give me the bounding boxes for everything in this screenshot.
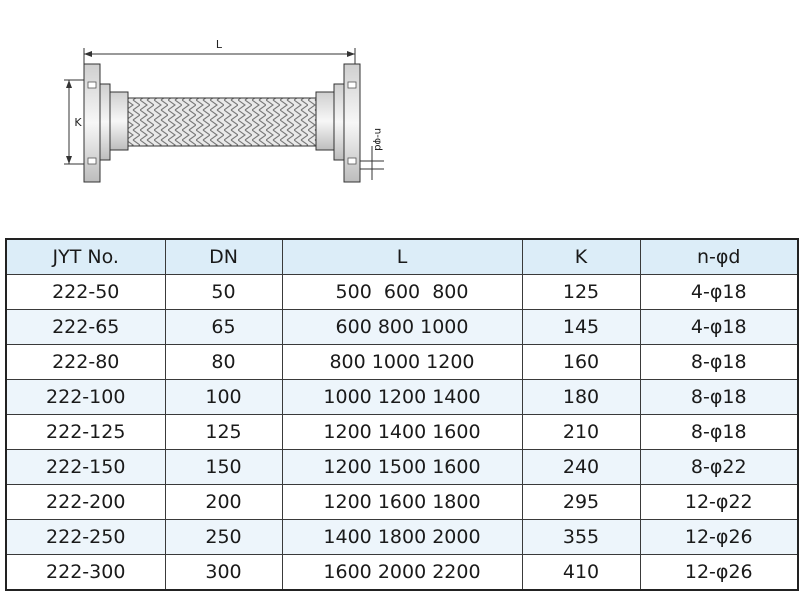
cell-k: 240	[522, 450, 640, 485]
header-nd: n-φd	[640, 239, 798, 275]
cell-jyt-no: 222-80	[6, 345, 165, 380]
cell-k: 355	[522, 520, 640, 555]
cell-jyt-no: 222-65	[6, 310, 165, 345]
label-nd: n-φd	[372, 128, 383, 151]
table-row	[6, 310, 798, 345]
header-l: L	[282, 239, 522, 275]
label-k: K	[74, 116, 82, 129]
cell-l: 1200 1600 1800	[282, 485, 522, 520]
header-dn: DN	[165, 239, 282, 275]
cell-jyt-no: 222-250	[6, 520, 165, 555]
cell-dn: 200	[165, 485, 282, 520]
right-flange	[334, 64, 360, 182]
cell-l: 1200 1400 1600	[282, 415, 522, 450]
cell-dn: 300	[165, 555, 282, 591]
cell-nd: 4-φ18	[640, 310, 798, 345]
cell-l: 1000 1200 1400	[282, 380, 522, 415]
cell-jyt-no: 222-50	[6, 275, 165, 310]
left-collar	[110, 92, 128, 150]
braided-hose	[128, 98, 316, 146]
hose-assembly-drawing	[0, 0, 420, 215]
header-jyt-no: JYT No.	[6, 239, 165, 275]
cell-l: 600 800 1000	[282, 310, 522, 345]
table-row	[6, 415, 798, 450]
cell-dn: 100	[165, 380, 282, 415]
cell-dn: 150	[165, 450, 282, 485]
cell-jyt-no: 222-300	[6, 555, 165, 591]
cell-nd: 12-φ26	[640, 555, 798, 591]
cell-k: 210	[522, 415, 640, 450]
dimension-l	[84, 38, 355, 68]
cell-k: 295	[522, 485, 640, 520]
table-row	[6, 450, 798, 485]
cell-nd: 8-φ18	[640, 415, 798, 450]
cell-jyt-no: 222-200	[6, 485, 165, 520]
cell-nd: 4-φ18	[640, 275, 798, 310]
table-row	[6, 380, 798, 415]
cell-jyt-no: 222-150	[6, 450, 165, 485]
cell-k: 410	[522, 555, 640, 591]
cell-l: 1600 2000 2200	[282, 555, 522, 591]
cell-l: 500 600 800	[282, 275, 522, 310]
table-row	[6, 345, 798, 380]
cell-nd: 8-φ18	[640, 345, 798, 380]
spec-table	[5, 238, 799, 591]
cell-dn: 65	[165, 310, 282, 345]
cell-dn: 250	[165, 520, 282, 555]
label-l: L	[215, 38, 223, 51]
table-row	[6, 275, 798, 310]
header-k: K	[522, 239, 640, 275]
cell-k: 145	[522, 310, 640, 345]
cell-k: 125	[522, 275, 640, 310]
cell-k: 160	[522, 345, 640, 380]
cell-nd: 12-φ26	[640, 520, 798, 555]
cell-l: 1400 1800 2000	[282, 520, 522, 555]
cell-nd: 12-φ22	[640, 485, 798, 520]
table-row	[6, 555, 798, 591]
cell-dn: 50	[165, 275, 282, 310]
dimension-nd	[360, 128, 384, 180]
cell-dn: 125	[165, 415, 282, 450]
cell-l: 800 1000 1200	[282, 345, 522, 380]
right-collar	[316, 92, 334, 150]
cell-jyt-no: 222-100	[6, 380, 165, 415]
cell-jyt-no: 222-125	[6, 415, 165, 450]
cell-l: 1200 1500 1600	[282, 450, 522, 485]
table-header-row	[6, 239, 798, 275]
cell-nd: 8-φ22	[640, 450, 798, 485]
left-flange	[84, 64, 110, 182]
cell-dn: 80	[165, 345, 282, 380]
cell-nd: 8-φ18	[640, 380, 798, 415]
table-row	[6, 520, 798, 555]
table-row	[6, 485, 798, 520]
cell-k: 180	[522, 380, 640, 415]
